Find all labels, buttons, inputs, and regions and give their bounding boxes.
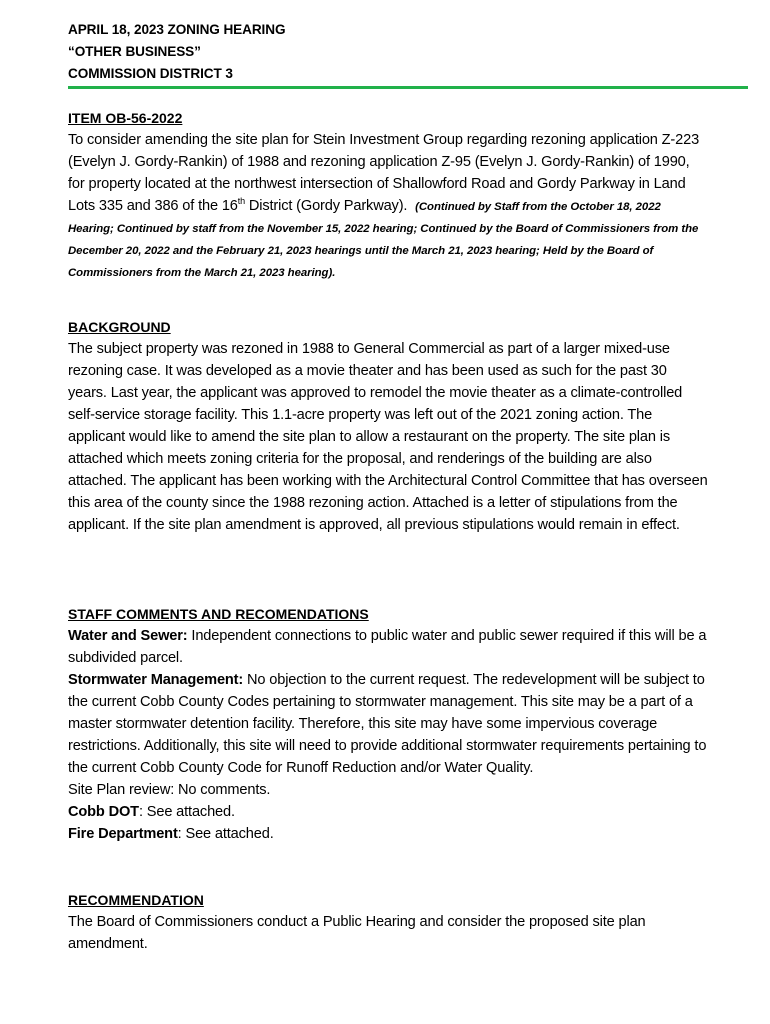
background-section [68, 316, 708, 536]
recommendation-title: RECOMMENDATION [68, 892, 204, 908]
ordinal-suffix: th [237, 196, 245, 207]
district-heading: COMMISSION DISTRICT 3 [68, 66, 233, 81]
cobb-dot-comment [68, 801, 708, 823]
fire-department-text: : See attached. [177, 826, 274, 842]
header-divider [68, 86, 748, 89]
staff-section [68, 603, 708, 845]
hearing-date-heading: APRIL 18, 2023 ZONING HEARING [68, 22, 286, 37]
fire-department-label: Fire Department [68, 826, 178, 842]
background-title: BACKGROUND [68, 319, 171, 335]
item-description [68, 129, 708, 283]
stormwater-comment [68, 669, 708, 779]
item-body: To consider amending the site plan for Stein Investment Group regarding rezoning application Z-223 (Evelyn J. Gordy-Rankin) of 1988 and rezoning application Z-95 (Evelyn J. Gordy-Rankin) of 1990, for property located at the northwest intersection of Shallowford Road and Gordy Parkway in Land Lots 335 and 386 of the 16 [68, 132, 700, 214]
stormwater-label: Stormwater Management: [68, 672, 244, 688]
fire-department-comment [68, 823, 708, 845]
water-sewer-text: Independent connections to public water and public sewer required if this will be a subdivided parcel. [68, 628, 707, 666]
water-sewer-comment [68, 625, 708, 669]
header-block [68, 19, 708, 85]
site-plan-comment: Site Plan review: No comments. [68, 782, 271, 798]
item-section [68, 107, 708, 283]
recommendation-body: The Board of Commissioners conduct a Public Hearing and consider the proposed site plan amendment. [68, 914, 646, 952]
recommendation-section [68, 889, 708, 955]
stormwater-text: No objection to the current request. The redevelopment will be subject to the current Cobb County Codes pertaining to stormwater management. This site may be a part of a master stormwater detention facility. Therefore, this site may have some impervious coverage restrictions. Additionally, this site will need to provide additional stormwater requirements pertaining to the current Cobb County Code for Runoff Reduction and/or Water Quality. [68, 672, 707, 776]
continuance-note: (Continued by Staff from the October 18, 2022 Hearing; Continued by staff from the November 15, 2022 hearing; Continued by the Board of Commissioners from the December 20, 2022 and the February 21, 2023 hearings until the March 21, 2023 hearing; Held by the Board of Commissioners from the March 21, 2023 hearing). [68, 201, 699, 279]
item-body-end: District (Gordy Parkway). [244, 198, 408, 214]
agenda-section-heading: “OTHER BUSINESS” [68, 44, 201, 59]
cobb-dot-text: : See attached. [138, 804, 235, 820]
cobb-dot-label: Cobb DOT [68, 804, 139, 820]
item-title: ITEM OB-56-2022 [68, 110, 183, 126]
staff-title: STAFF COMMENTS AND RECOMENDATIONS [68, 606, 369, 622]
water-sewer-label: Water and Sewer: [68, 628, 188, 644]
background-body: The subject property was rezoned in 1988 to General Commercial as part of a larger mixed-use rezoning case. It was developed as a movie theater and has been used as such for the past 30 years. Last year, the applicant was approved to remodel the movie theater as a climate-controlled self-service storage facility. This 1.1-acre property was left out of the 2021 zoning action. The applicant would like to amend the site plan to allow a restaurant on the property. The site plan is attached which meets zoning criteria for the proposal, and renderings of the building are also attached. The applicant has been working with the Architectural Control Committee that has overseen this area of the county since the 1988 rezoning action. Attached is a letter of stipulations from the applicant. If the site plan amendment is approved, all previous stipulations would remain in effect. [68, 341, 708, 533]
